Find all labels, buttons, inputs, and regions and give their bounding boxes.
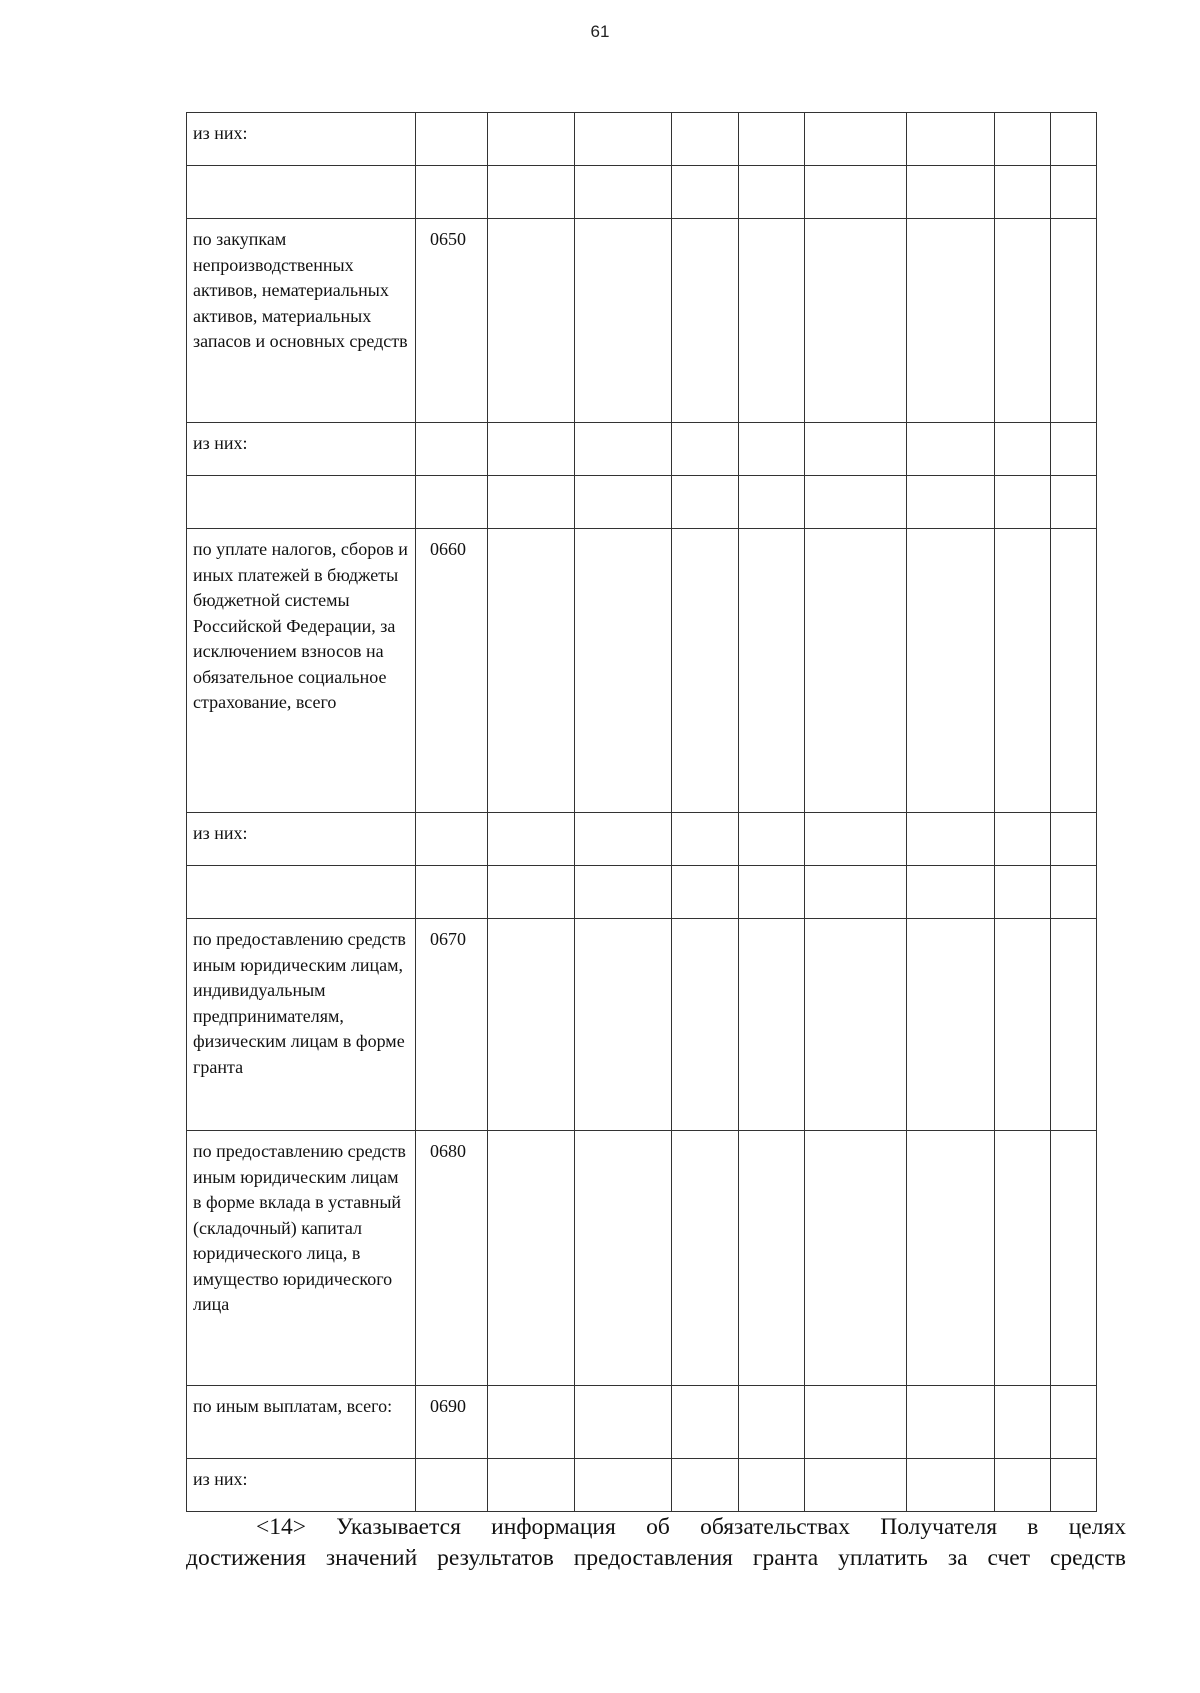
value-cell — [739, 529, 805, 813]
row-label: по закупкам непроизводственных активов, нематериальных активов, материальных запасов и основных средств — [187, 219, 416, 423]
row-label-blank — [187, 476, 416, 529]
value-cell — [739, 919, 805, 1131]
table-row — [187, 219, 1097, 423]
value-cell — [995, 476, 1051, 529]
value-cell — [1051, 166, 1097, 219]
value-cell — [575, 813, 672, 866]
value-cell — [575, 423, 672, 476]
row-label-iz-nih: из них: — [187, 1459, 416, 1512]
value-cell — [739, 1131, 805, 1386]
value-cell — [995, 529, 1051, 813]
row-label-iz-nih: из них: — [187, 423, 416, 476]
value-cell — [672, 813, 739, 866]
row-code: 0660 — [416, 529, 488, 813]
row-label: по предоставлению средств иным юридическим лицам в форме вклада в уставный (складочный) капитал юридического лица, в имущество юридического лица — [187, 1131, 416, 1386]
row-label-blank — [187, 166, 416, 219]
row-label: по иным выплатам, всего: — [187, 1386, 416, 1459]
value-cell — [805, 813, 907, 866]
value-cell — [488, 529, 575, 813]
value-cell — [805, 219, 907, 423]
value-cell — [995, 1131, 1051, 1386]
value-cell — [907, 476, 995, 529]
row-label-iz-nih: из них: — [187, 813, 416, 866]
value-cell — [907, 113, 995, 166]
row-code: 0670 — [416, 919, 488, 1131]
value-cell — [739, 219, 805, 423]
value-cell — [739, 1386, 805, 1459]
table-row — [187, 1386, 1097, 1459]
value-cell — [907, 529, 995, 813]
row-label: по уплате налогов, сборов и иных платежей в бюджеты бюджетной системы Российской Федерации, за исключением взносов на обязательное социальное страхование, всего — [187, 529, 416, 813]
row-code — [416, 813, 488, 866]
row-code — [416, 866, 488, 919]
value-cell — [575, 529, 672, 813]
value-cell — [995, 919, 1051, 1131]
table-row — [187, 113, 1097, 166]
value-cell — [488, 219, 575, 423]
table-row — [187, 866, 1097, 919]
value-cell — [907, 919, 995, 1131]
value-cell — [1051, 113, 1097, 166]
value-cell — [995, 1459, 1051, 1512]
value-cell — [805, 1386, 907, 1459]
value-cell — [995, 166, 1051, 219]
footnote-14 — [186, 1512, 1126, 1574]
value-cell — [672, 919, 739, 1131]
value-cell — [575, 219, 672, 423]
value-cell — [488, 919, 575, 1131]
value-cell — [575, 113, 672, 166]
value-cell — [805, 919, 907, 1131]
value-cell — [1051, 813, 1097, 866]
value-cell — [1051, 423, 1097, 476]
row-label-iz-nih: из них: — [187, 113, 416, 166]
value-cell — [488, 166, 575, 219]
value-cell — [575, 1459, 672, 1512]
footnote-line-2: достижения значений результатов предоставления гранта уплатить за счет средств — [186, 1545, 1126, 1571]
value-cell — [739, 476, 805, 529]
value-cell — [575, 166, 672, 219]
value-cell — [739, 113, 805, 166]
table-row — [187, 423, 1097, 476]
value-cell — [488, 113, 575, 166]
value-cell — [805, 1459, 907, 1512]
value-cell — [805, 423, 907, 476]
row-code: 0690 — [416, 1386, 488, 1459]
value-cell — [805, 529, 907, 813]
value-cell — [805, 113, 907, 166]
table-row — [187, 1459, 1097, 1512]
row-code — [416, 476, 488, 529]
value-cell — [739, 166, 805, 219]
value-cell — [672, 219, 739, 423]
table-row — [187, 166, 1097, 219]
value-cell — [995, 1386, 1051, 1459]
row-label-blank — [187, 866, 416, 919]
value-cell — [575, 1386, 672, 1459]
value-cell — [1051, 529, 1097, 813]
value-cell — [907, 813, 995, 866]
value-cell — [488, 476, 575, 529]
value-cell — [488, 1459, 575, 1512]
value-cell — [805, 166, 907, 219]
value-cell — [488, 866, 575, 919]
row-code — [416, 1459, 488, 1512]
value-cell — [488, 1386, 575, 1459]
value-cell — [672, 476, 739, 529]
value-cell — [739, 813, 805, 866]
value-cell — [907, 166, 995, 219]
value-cell — [907, 1131, 995, 1386]
value-cell — [995, 423, 1051, 476]
row-code — [416, 423, 488, 476]
table-row — [187, 529, 1097, 813]
value-cell — [488, 423, 575, 476]
value-cell — [995, 219, 1051, 423]
value-cell — [1051, 1459, 1097, 1512]
table-row — [187, 919, 1097, 1131]
value-cell — [488, 1131, 575, 1386]
value-cell — [672, 1459, 739, 1512]
value-cell — [907, 219, 995, 423]
row-code: 0650 — [416, 219, 488, 423]
page-number: 61 — [590, 22, 610, 41]
value-cell — [1051, 1131, 1097, 1386]
value-cell — [1051, 476, 1097, 529]
value-cell — [995, 813, 1051, 866]
value-cell — [672, 423, 739, 476]
obligations-table — [186, 112, 1097, 1512]
value-cell — [672, 1386, 739, 1459]
value-cell — [1051, 219, 1097, 423]
value-cell — [575, 866, 672, 919]
value-cell — [575, 919, 672, 1131]
value-cell — [672, 529, 739, 813]
value-cell — [575, 476, 672, 529]
value-cell — [672, 866, 739, 919]
row-code — [416, 166, 488, 219]
value-cell — [995, 866, 1051, 919]
row-label: по предоставлению средств иным юридическим лицам, индивидуальным предпринимателям, физическим лицам в форме гранта — [187, 919, 416, 1131]
value-cell — [1051, 1386, 1097, 1459]
value-cell — [739, 1459, 805, 1512]
value-cell — [739, 866, 805, 919]
value-cell — [575, 1131, 672, 1386]
value-cell — [672, 1131, 739, 1386]
value-cell — [672, 166, 739, 219]
value-cell — [907, 1386, 995, 1459]
row-code: 0680 — [416, 1131, 488, 1386]
value-cell — [805, 476, 907, 529]
value-cell — [672, 113, 739, 166]
footnote-line-1: <14> Указывается информация об обязательствах Получателя в целях — [256, 1514, 1126, 1540]
value-cell — [1051, 866, 1097, 919]
value-cell — [805, 866, 907, 919]
value-cell — [488, 813, 575, 866]
value-cell — [1051, 919, 1097, 1131]
table-row — [187, 1131, 1097, 1386]
value-cell — [907, 866, 995, 919]
value-cell — [907, 423, 995, 476]
value-cell — [907, 1459, 995, 1512]
value-cell — [995, 113, 1051, 166]
row-code — [416, 113, 488, 166]
table-row — [187, 476, 1097, 529]
value-cell — [739, 423, 805, 476]
table-row — [187, 813, 1097, 866]
value-cell — [805, 1131, 907, 1386]
